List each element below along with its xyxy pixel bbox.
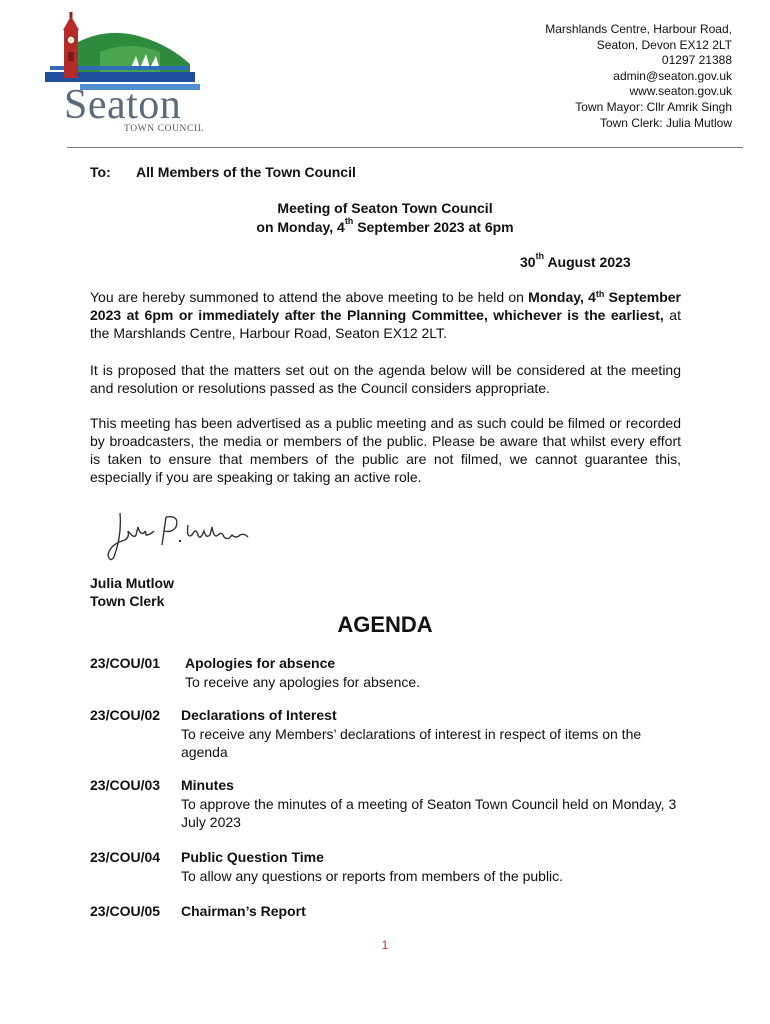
summons-paragraph: You are hereby summoned to attend the above meeting to be held on Monday, 4th September 2023 at 6pm or immediately after the Planning Committee, whichever is the earliest, at the Marshlands Centre, Harbour Road, Seaton EX12 2LT. [90,289,682,341]
to-recipients: All Members of the Town Council [136,164,356,180]
phone: 01297 21388 [661,53,732,68]
agenda-item-desc: To receive any apologies for absence. [185,674,421,690]
website: www.seaton.gov.uk [629,84,732,99]
agenda-item-title: Apologies for absence [185,655,336,671]
logo-wordmark: Seaton [64,82,182,128]
header-divider [67,147,743,148]
town-mayor: Town Mayor: Cllr Amrik Singh [575,99,732,114]
agenda-item-title: Public Question Time [181,849,324,865]
agenda-item-code: 23/COU/02 [90,707,161,723]
signer-role: Town Clerk [90,593,165,609]
agenda-item-title: Chairman’s Report [181,903,306,919]
agenda-item-title: Declarations of Interest [181,707,337,723]
agenda-item-title: Minutes [181,777,234,793]
seaton-logo [40,12,210,137]
agenda-item-code: 23/COU/05 [90,903,161,919]
agenda-item-code: 23/COU/01 [90,655,161,671]
address-line: Seaton, Devon EX12 2LT [596,37,732,52]
agenda-title: AGENDA [337,612,433,637]
agenda-item-desc: To allow any questions or reports from members of the public. [181,868,564,884]
signature-icon [100,505,260,565]
agenda-item-desc: To receive any Members’ declarations of interest in respect of items on the agenda [181,726,642,760]
agenda-item-desc: To approve the minutes of a meeting of Seaton Town Council held on Monday, 3 July 2023 [181,796,677,830]
logo-graphic-icon [40,12,210,92]
address-block [432,22,732,131]
meeting-title: Meeting of Seaton Town Council [277,200,493,216]
issue-date: 30th August 2023 [520,251,631,270]
public-meeting-paragraph: This meeting has been advertised as a public meeting and as such could be filmed or recorded by broadcasters, the media or members of the public. Please be aware that whilst every effort is taken to ensure that members of the public are not filmed, we cannot guarantee this, especially if you are speaking or taking an active role. [90,415,681,485]
logo-subtitle: TOWN COUNCIL [124,124,205,134]
email: admin@seaton.gov.uk [613,68,732,83]
town-clerk: Town Clerk: Julia Mutlow [599,115,732,130]
proposal-paragraph: It is proposed that the matters set out on the agenda below will be considered at the meeting and resolution or resolutions passed as the Council considers appropriate. [90,362,681,396]
signer-name: Julia Mutlow [90,575,174,591]
meeting-date: on Monday, 4th September 2023 at 6pm [256,216,514,235]
to-label: To: [90,164,111,180]
address-line: Marshlands Centre, Harbour Road, [545,22,732,36]
agenda-item-code: 23/COU/03 [90,777,161,793]
page-number: 1 [381,938,389,952]
agenda-item-code: 23/COU/04 [90,849,161,865]
